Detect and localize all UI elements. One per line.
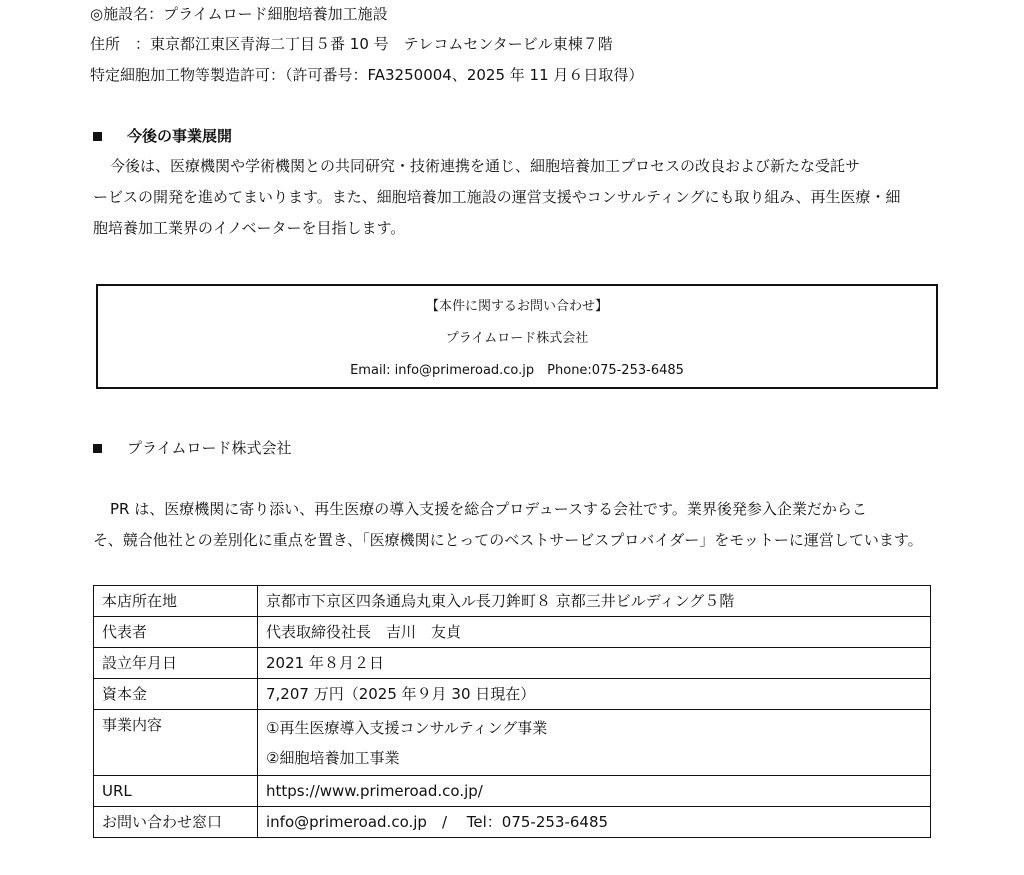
company-info-table [93, 585, 931, 838]
company-line-2: そ、競合他社との差別化に重点を置き、「医療機関にとってのベストサービスプロバイダー」をモットーに運営しています。 [93, 531, 923, 549]
row-label: 設立年月日 [94, 648, 258, 679]
table-row [94, 648, 931, 679]
row-label: 事業内容 [94, 710, 258, 776]
contact-company: プライムロード株式会社 [445, 331, 589, 346]
row-value: https://www.primeroad.co.jp/ [258, 776, 931, 807]
company-heading: プライムロード株式会社 [127, 439, 292, 457]
table-row [94, 807, 931, 838]
company-line-1: PR は、医療機関に寄り添い、再生医療の導入支援を総合プロデュースする会社です。業界後発参入企業だからこ [110, 500, 867, 518]
future-line-2: ービスの開発を進めてまいります。また、細胞培養加工施設の運営支援やコンサルティングにも取り組み、再生医療・細 [93, 188, 901, 206]
contact-email-phone: Email: info@primeroad.co.jp Phone:075-253-6485 [350, 363, 684, 378]
table-row [94, 586, 931, 617]
row-label: 代表者 [94, 617, 258, 648]
row-label: 資本金 [94, 679, 258, 710]
future-line-3: 胞培養加工業界のイノベーターを目指します。 [93, 219, 406, 237]
facility-license: 特定細胞加工物等製造許可：（許可番号：FA3250004、2025 年 11 月６日取得） [90, 66, 644, 84]
future-line-1: 今後は、医療機関や学術機関との共同研究・技術連携を通じ、細胞培養加工プロセスの改良および新たな受託サ [110, 157, 861, 175]
row-value: 京都市下京区四条通烏丸東入ル長刀鉾町８ 京都三井ビルディング５階 [258, 586, 931, 617]
section-bullet [93, 132, 102, 141]
table-row [94, 617, 931, 648]
business-item-1: ①再生医療導入支援コンサルティング事業 [266, 718, 548, 737]
row-value: 7,207 万円（2025 年９月 30 日現在） [258, 679, 931, 710]
row-label: お問い合わせ窓口 [94, 807, 258, 838]
facility-name: ◎施設名：プライムロード細胞培養加工施設 [90, 5, 388, 23]
row-value: 2021 年８月２日 [258, 648, 931, 679]
future-heading: 今後の事業展開 [127, 127, 233, 145]
row-label: 本店所在地 [94, 586, 258, 617]
row-value: info@primeroad.co.jp / Tel：075-253-6485 [258, 807, 931, 838]
section-bullet [93, 444, 102, 453]
table-row [94, 776, 931, 807]
table-row [94, 679, 931, 710]
row-value: 代表取締役社長 吉川 友貞 [258, 617, 931, 648]
table-row [94, 710, 931, 776]
facility-address: 住所 ：東京都江東区青海二丁目５番 10 号 テレコムセンタービル東棟７階 [90, 35, 613, 53]
contact-box [96, 284, 938, 389]
business-item-2: ②細胞培養加工事業 [266, 748, 400, 767]
row-label: URL [94, 776, 258, 807]
row-value [258, 710, 931, 776]
contact-title: 【本件に関するお問い合わせ】 [425, 299, 608, 314]
